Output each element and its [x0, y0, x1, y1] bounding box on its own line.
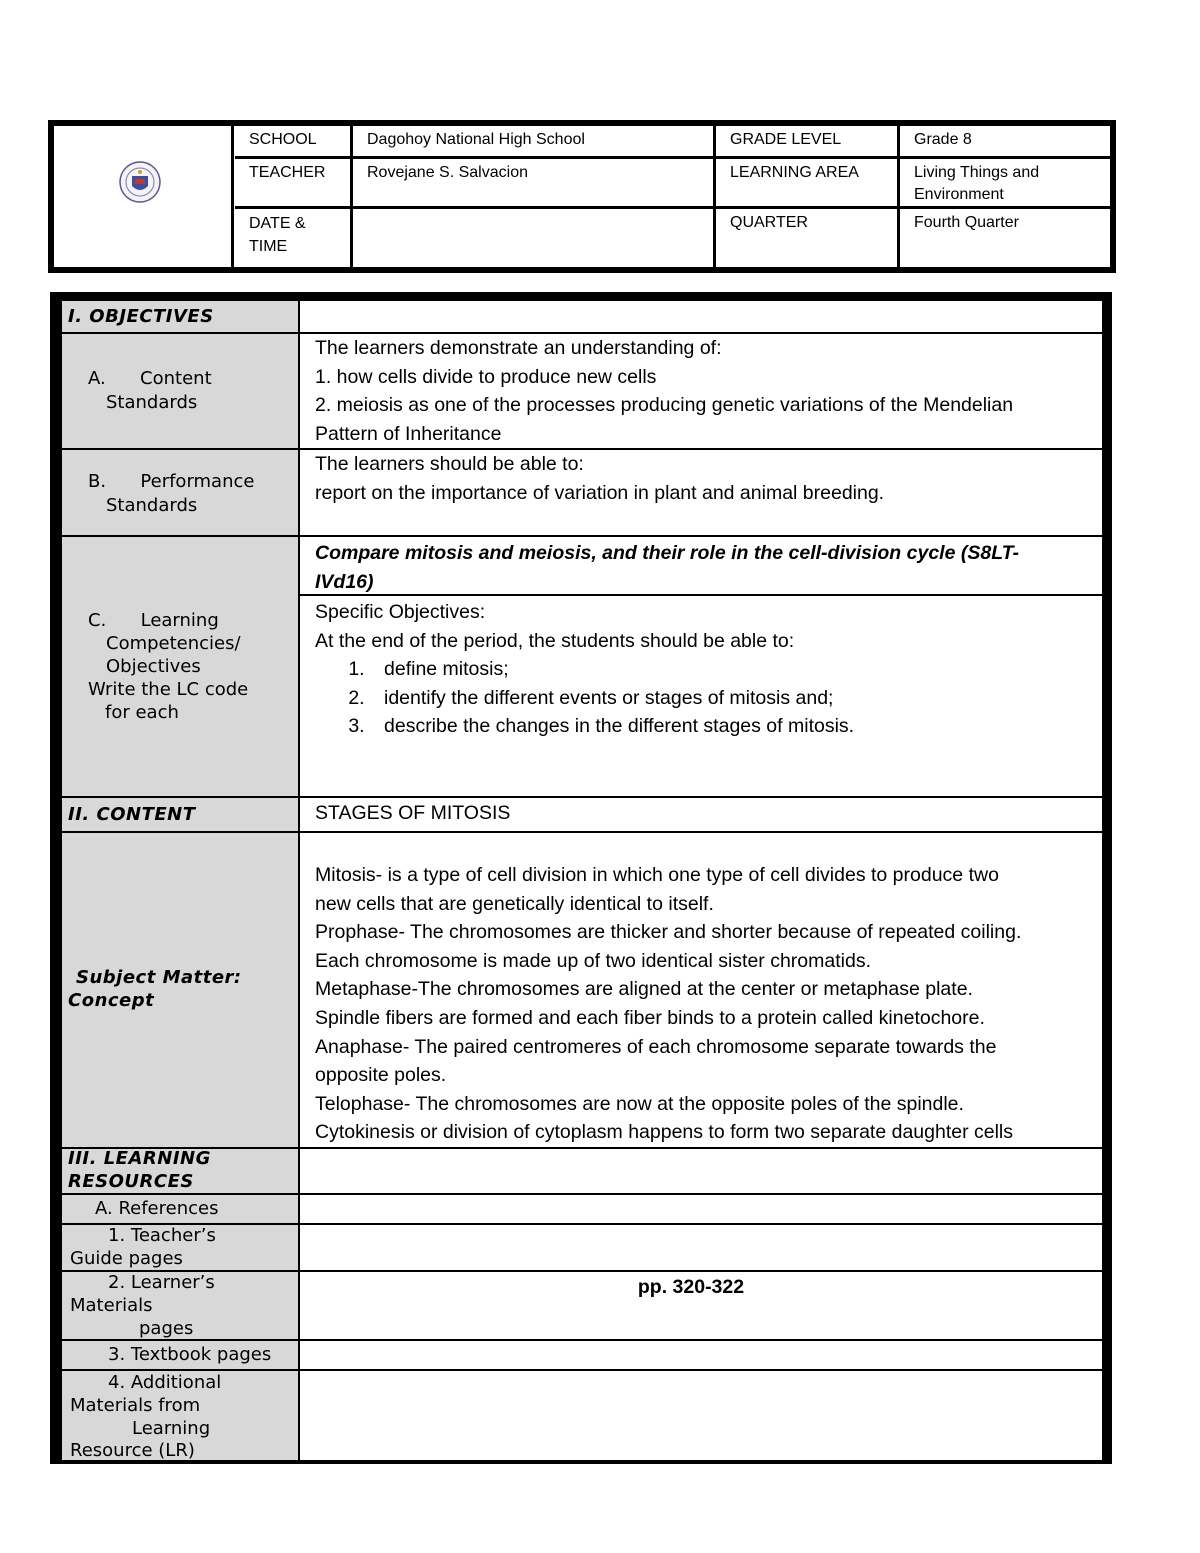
references-label-cell	[62, 1195, 300, 1223]
date-time-label-line2: TIME	[249, 238, 288, 255]
resources-heading-cell	[62, 1149, 300, 1193]
quarter-value: Fourth Quarter	[914, 214, 1019, 231]
learning-area-value	[900, 159, 1110, 206]
references-label: A. References	[95, 1198, 219, 1219]
additional-materials-label-4: Resource (LR)	[70, 1440, 195, 1461]
content-standards-line: The learners demonstrate an understanding of:	[315, 337, 722, 359]
concept-text	[300, 833, 1102, 1147]
specific-objectives-heading: Specific Objectives:	[315, 601, 486, 623]
learners-materials-pages	[300, 1272, 1102, 1339]
teachers-guide-label-2: Guide pages	[70, 1248, 183, 1269]
learners-materials-row	[62, 1272, 1102, 1339]
concept-line: Mitosis- is a type of cell division in which one type of cell divides to produce two	[315, 864, 999, 886]
content-standards-label-1: A. Content	[88, 368, 212, 389]
concept-line: Anaphase- The paired centromeres of each chromosome separate towards the	[315, 1035, 997, 1058]
concept-line: Telophase- The chromosomes are now at the opposite poles of the spindle.	[315, 1092, 964, 1115]
content-topic: STAGES OF MITOSIS	[315, 802, 511, 824]
grade-level-value: Grade 8	[914, 131, 972, 148]
date-time-value	[353, 209, 713, 267]
competency-line: Compare mitosis and meiosis, and their role in the cell-division cycle (S8LT-	[315, 542, 1019, 564]
additional-materials-row	[62, 1371, 1102, 1460]
references-value	[300, 1195, 1102, 1223]
textbook-label-cell	[62, 1341, 300, 1369]
content-standards-row	[62, 334, 1102, 448]
competency-statement	[315, 539, 1095, 596]
list-item: 1. define mitosis;	[370, 655, 1095, 684]
performance-standards-text	[300, 450, 1102, 535]
additional-materials-value	[300, 1371, 1102, 1460]
header-table	[48, 120, 1116, 273]
lc-label-line: Write the LC code	[88, 679, 249, 700]
content-standards-line: 2. meiosis as one of the processes producing genetic variations of the Mendelian	[315, 394, 1014, 417]
specific-objectives-list	[315, 655, 1095, 741]
learners-materials-label-3: pages	[139, 1318, 194, 1339]
performance-standards-label-cell	[62, 450, 300, 535]
performance-standards-line: The learners should be able to:	[315, 453, 584, 475]
concept-line: Metaphase-The chromosomes are aligned at the center or metaphase plate.	[315, 978, 973, 1001]
subject-matter-label-cell	[62, 833, 300, 1147]
content-standards-line: 1. how cells divide to produce new cells	[315, 365, 657, 388]
date-time-label	[235, 209, 350, 267]
concept-line: Prophase- The chromosomes are thicker and shorter because of repeated coiling.	[315, 921, 1022, 944]
date-time-label-line1: DATE &	[249, 215, 306, 232]
subject-matter-label-1: Subject Matter:	[76, 967, 242, 988]
specific-objectives-intro: At the end of the period, the students should be able to:	[315, 629, 795, 652]
concept-line: Spindle fibers are formed and each fiber binds to a protein called kinetochore.	[315, 1006, 985, 1029]
objectives-heading: I. OBJECTIVES	[68, 306, 214, 327]
teacher-label: TEACHER	[249, 164, 326, 181]
performance-standards-row	[62, 450, 1102, 535]
resources-heading-2: RESOURCES	[68, 1171, 194, 1192]
subject-matter-label-2: Concept	[68, 990, 155, 1011]
grade-level-label: GRADE LEVEL	[730, 131, 842, 148]
objectives-heading-value	[300, 301, 1102, 332]
lesson-plan-table	[50, 292, 1112, 1464]
references-row	[62, 1195, 1102, 1223]
performance-standards-line: report on the importance of variation in plant and animal breeding.	[315, 481, 885, 504]
additional-materials-label-1: 4. Additional	[108, 1372, 222, 1393]
learners-materials-label-2: Materials	[70, 1295, 153, 1316]
concept-line: Cytokinesis or division of cytoplasm happens to form two separate daughter cells	[315, 1121, 1014, 1144]
concept-line: new cells that are genetically identical to itself.	[315, 892, 714, 915]
learners-materials-label-1: 2. Learner’s	[108, 1272, 215, 1293]
learning-competencies-label-cell	[62, 537, 300, 796]
school-value: Dagohoy National High School	[367, 131, 585, 148]
teachers-guide-value	[300, 1225, 1102, 1270]
concept-line: opposite poles.	[315, 1064, 447, 1087]
content-standards-label-cell	[62, 334, 300, 448]
subject-matter-row	[62, 833, 1102, 1147]
header-grid	[235, 126, 1110, 267]
teachers-guide-label-cell	[62, 1225, 300, 1270]
learning-competencies-cell	[300, 537, 1102, 796]
performance-standards-label-1: B. Performance	[88, 471, 255, 492]
learning-area-value-line1: Living Things and	[914, 164, 1040, 181]
list-item: 2. identify the different events or stages of mitosis and;	[370, 684, 1095, 713]
performance-standards-label-2: Standards	[106, 495, 198, 516]
learning-competencies-row	[62, 537, 1102, 796]
lc-label-line: Competencies/	[106, 633, 241, 654]
lc-label-line: for each	[105, 702, 179, 723]
list-item: 3. describe the changes in the different stages of mitosis.	[370, 712, 1095, 741]
content-standards-line: Pattern of Inheritance	[315, 422, 502, 445]
logo-cell	[54, 126, 234, 267]
learners-materials-label-cell	[62, 1272, 300, 1339]
teacher-value: Rovejane S. Salvacion	[367, 164, 528, 181]
textbook-row	[62, 1341, 1102, 1369]
content-heading: II. CONTENT	[68, 804, 196, 825]
teachers-guide-row	[62, 1225, 1102, 1270]
additional-materials-label-cell	[62, 1371, 300, 1460]
school-label: SCHOOL	[249, 131, 317, 148]
resources-heading-1: III. LEARNING	[68, 1148, 211, 1169]
deped-seal-icon	[118, 160, 162, 204]
specific-objectives	[315, 598, 1095, 741]
content-standards-text	[300, 334, 1102, 448]
lc-label-line: Objectives	[106, 656, 201, 677]
additional-materials-label-3: Learning	[132, 1418, 211, 1439]
additional-materials-label-2: Materials from	[70, 1395, 201, 1416]
content-heading-cell	[62, 798, 300, 831]
objectives-heading-row	[62, 301, 1102, 332]
objectives-heading-cell	[62, 301, 300, 332]
content-heading-row	[62, 798, 1102, 831]
lc-label-line: C. Learning	[88, 610, 219, 631]
learners-materials-pages-value: pp. 320-322	[637, 1276, 745, 1298]
teachers-guide-label-1: 1. Teacher’s	[108, 1225, 216, 1246]
learning-area-label: LEARNING AREA	[730, 164, 859, 181]
quarter-label: QUARTER	[730, 214, 808, 231]
textbook-label: 3. Textbook pages	[108, 1344, 272, 1365]
competency-line: IVd16)	[315, 570, 374, 593]
resources-heading-row	[62, 1149, 1102, 1193]
concept-line: Each chromosome is made up of two identical sister chromatids.	[315, 949, 871, 972]
textbook-value	[300, 1341, 1102, 1369]
content-standards-label-2: Standards	[106, 392, 198, 413]
learning-area-value-line2: Environment	[914, 186, 1004, 203]
resources-heading-value	[300, 1149, 1102, 1193]
